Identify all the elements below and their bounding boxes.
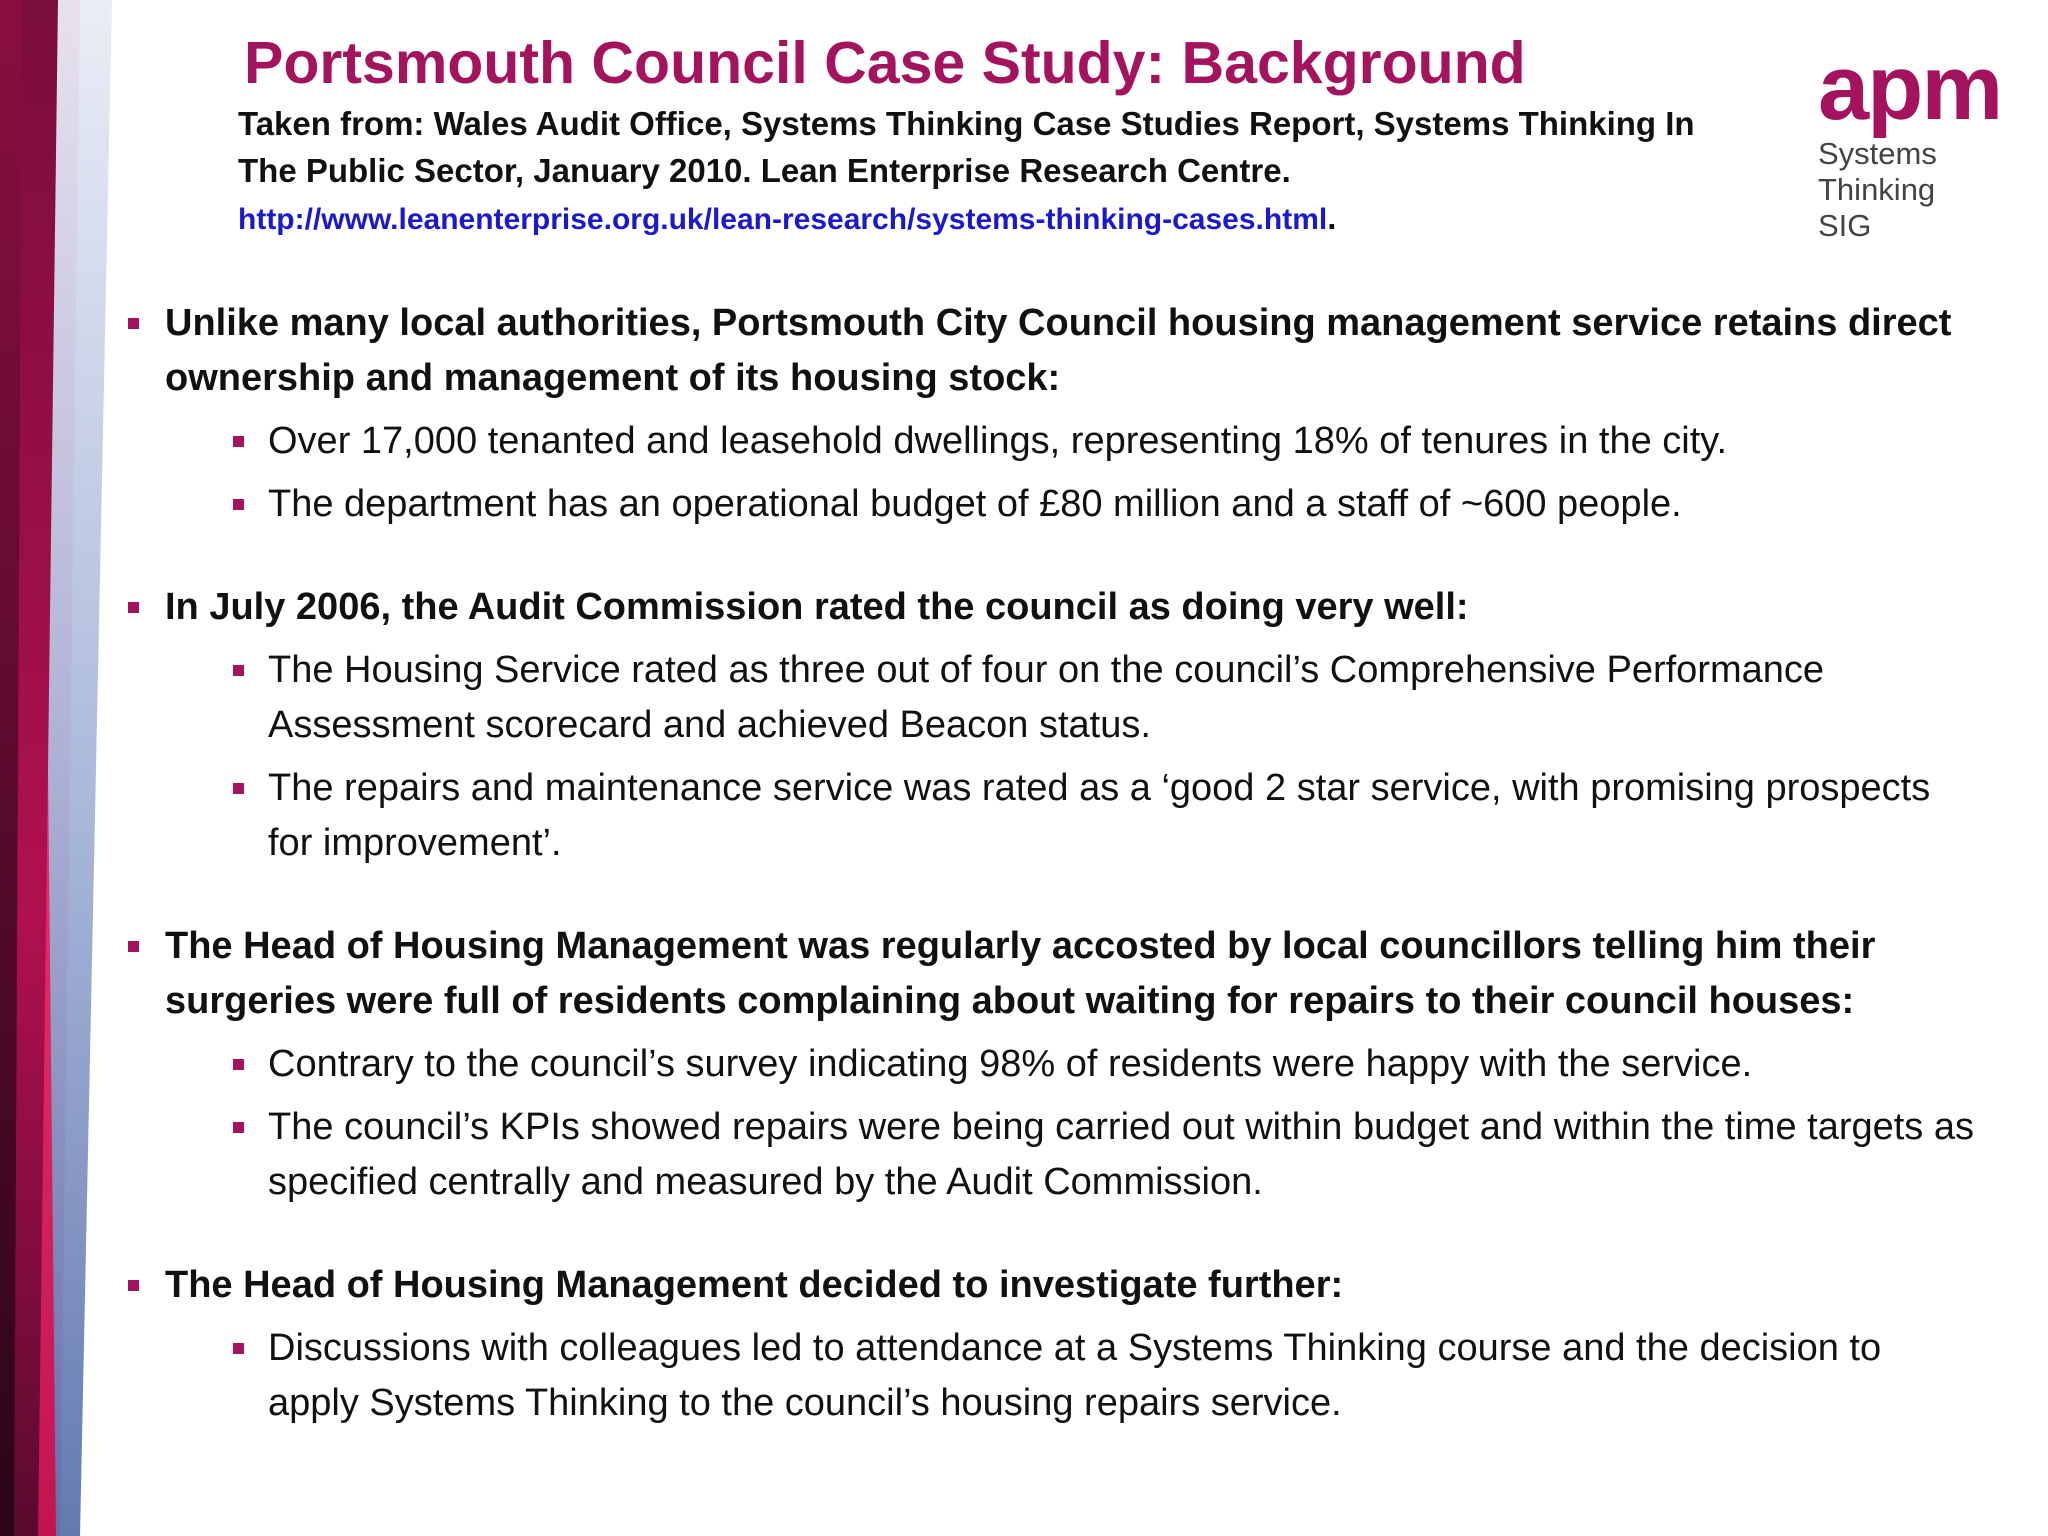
square-bullet-icon [233,1122,244,1133]
sub-bullet-point [229,414,1976,469]
square-bullet-icon [128,318,139,329]
sub-bullet-text: The department has an operational budget of £80 million and a staff of ~600 people. [268,483,1682,525]
bullet-text: The Head of Housing Management was regularly accosted by local councillors telling him their surgeries were full of residents complaining about waiting for repairs to their council houses: [165,925,1876,1022]
sub-bullet-point [229,1100,1976,1210]
source-link-suffix: . [1327,199,1337,236]
apm-logo [1818,37,2018,260]
bullet-text: The Head of Housing Management decided to investigate further: [165,1264,1344,1306]
logo-mark: apm [1818,37,2002,139]
source-citation-text: Taken from: Wales Audit Office, Systems Thinking Case Studies Report, Systems Thinking In The Public Sector, January 2010. Lean Enterprise Research Centre. [238,105,1695,189]
sub-bullet-point [229,643,1976,753]
square-bullet-icon [233,1343,244,1354]
sub-bullet-text: Discussions with colleagues led to attendance at a Systems Thinking course and the decision to apply Systems Thinking to the council’s housing repairs service. [268,1327,1882,1424]
bullet-point [126,580,1976,635]
bullet-text: Unlike many local authorities, Portsmouth City Council housing management service retains direct ownership and management of its housing stock: [165,302,1952,399]
square-bullet-icon [233,436,244,447]
bullet-point [126,1258,1976,1313]
sub-bullet-text: The repairs and maintenance service was rated as a ‘good 2 star service, with promising prospects for improvement’. [268,767,1931,864]
square-bullet-icon [233,1059,244,1070]
slide-body [126,296,1976,1479]
point-group [126,919,1976,1210]
slide-title: Portsmouth Council Case Study: Background [244,30,1526,96]
logo-line-3: SIG [1818,208,1872,243]
source-link[interactable]: http://www.leanenterprise.org.uk/lean-research/systems-thinking-cases.html [238,203,1328,236]
bullet-point [126,919,1976,1029]
sub-bullet-text: Over 17,000 tenanted and leasehold dwellings, representing 18% of tenures in the city. [268,420,1728,462]
sub-bullet-text: The council’s KPIs showed repairs were being carried out within budget and within the time targets as specified centrally and measured by the Audit Commission. [268,1106,1974,1203]
sub-bullet-point [229,761,1976,871]
sub-bullet-point [229,1037,1976,1092]
source-citation [238,100,1758,243]
square-bullet-icon [233,665,244,676]
square-bullet-icon [233,783,244,794]
bullet-point [126,296,1976,406]
square-bullet-icon [233,499,244,510]
square-bullet-icon [128,602,139,613]
bullet-text: In July 2006, the Audit Commission rated the council as doing very well: [165,586,1469,628]
left-decorative-band [0,0,120,1536]
sub-bullet-point [229,1321,1976,1431]
sub-bullet-text: Contrary to the council’s survey indicating 98% of residents were happy with the service. [268,1043,1753,1085]
square-bullet-icon [128,1280,139,1291]
point-group [126,580,1976,871]
logo-line-2: Thinking [1818,172,1936,207]
sub-bullet-point [229,477,1976,532]
sub-bullet-text: The Housing Service rated as three out of four on the council’s Comprehensive Performance Assessment scorecard and achieved Beacon status. [268,649,1825,746]
square-bullet-icon [128,941,139,952]
point-group [126,296,1976,532]
point-group [126,1258,1976,1431]
logo-line-1: Systems [1818,136,1937,171]
